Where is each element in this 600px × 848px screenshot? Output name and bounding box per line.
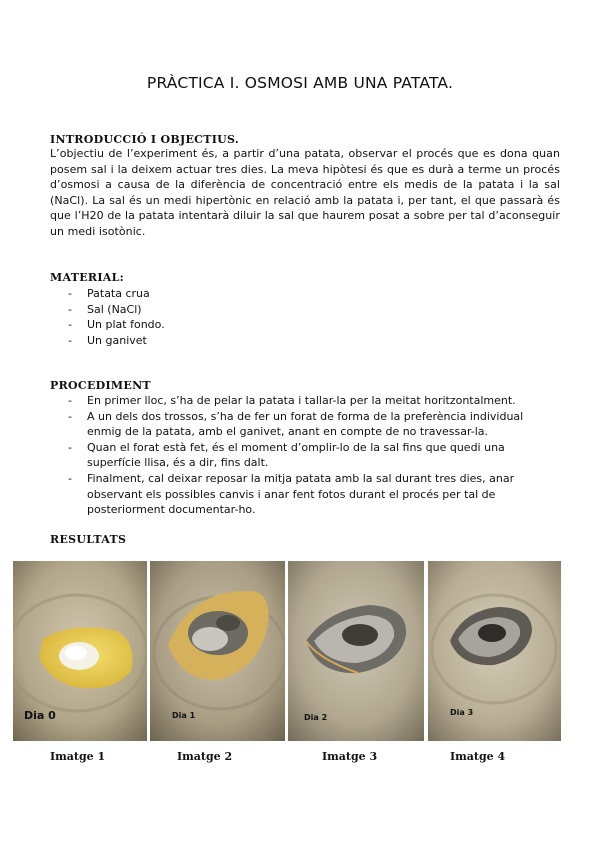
intro-heading: INTRODUCCIÓ I OBJECTIUS. <box>50 133 240 146</box>
material-list <box>50 286 550 348</box>
intro-paragraph: L’objectiu de l’experiment és, a partir d’una patata, observar el procés que es dona quan posem sal i la deixem actuar tres dies. La meva hipòtesi és que es durà a terme un procés d’osmosi a causa de la diferència de concentració entre els medis de la patata i la sal (NaCl). La sal és un medi hipertònic en relació amb la patata i, per tant, el que passarà és que l’H20 de la patata intentarà diluir la sal que haurem posat a sobre per tal d’aconseguir un medi isotònic. <box>50 147 560 238</box>
list-item: - En primer lloc, s’ha de pelar la patata i tallar-la per la meitat horitzontalment. <box>50 393 550 409</box>
list-item: - Quan el forat està fet, és el moment d’omplir-lo de la sal fins que quedi una superfície llisa, és a dir, fins dalt. <box>50 440 550 471</box>
list-item: - A un dels dos trossos, s’ha de fer un forat de forma de la preferència individual enmig de la patata, amb el ganivet, anant en compte de no travessar-la. <box>50 409 550 440</box>
list-item: - Un plat fondo. <box>50 317 550 333</box>
list-item: - Sal (NaCl) <box>50 302 550 318</box>
photo-day-0 <box>13 561 147 741</box>
caption-image-2: Imatge 2 <box>177 750 233 763</box>
list-item: - Patata crua <box>50 286 550 302</box>
caption-image-4: Imatge 4 <box>450 750 506 763</box>
photo-day-3 <box>428 561 561 741</box>
photo-day-2 <box>288 561 424 741</box>
photo-label: Dia 3 <box>450 708 474 717</box>
photo-label: Dia 1 <box>172 711 196 720</box>
resultats-heading: RESULTATS <box>50 533 127 546</box>
caption-image-1: Imatge 1 <box>50 750 106 763</box>
list-item: - Un ganivet <box>50 333 550 349</box>
photo-label: Dia 2 <box>304 713 328 722</box>
procediment-list <box>50 393 550 518</box>
procediment-heading: PROCEDIMENT <box>50 379 151 392</box>
photo-day-1 <box>150 561 285 741</box>
photo-label: Dia 0 <box>24 709 56 722</box>
page-title: PRÀCTICA I. OSMOSI AMB UNA PATATA. <box>146 74 454 92</box>
material-heading: MATERIAL: <box>50 271 124 284</box>
caption-image-3: Imatge 3 <box>322 750 378 763</box>
list-item: - Finalment, cal deixar reposar la mitja patata amb la sal durant tres dies, anar observant els possibles canvis i anar fent fotos durant el procés per tal de posteriorment documentar-ho. <box>50 471 550 518</box>
